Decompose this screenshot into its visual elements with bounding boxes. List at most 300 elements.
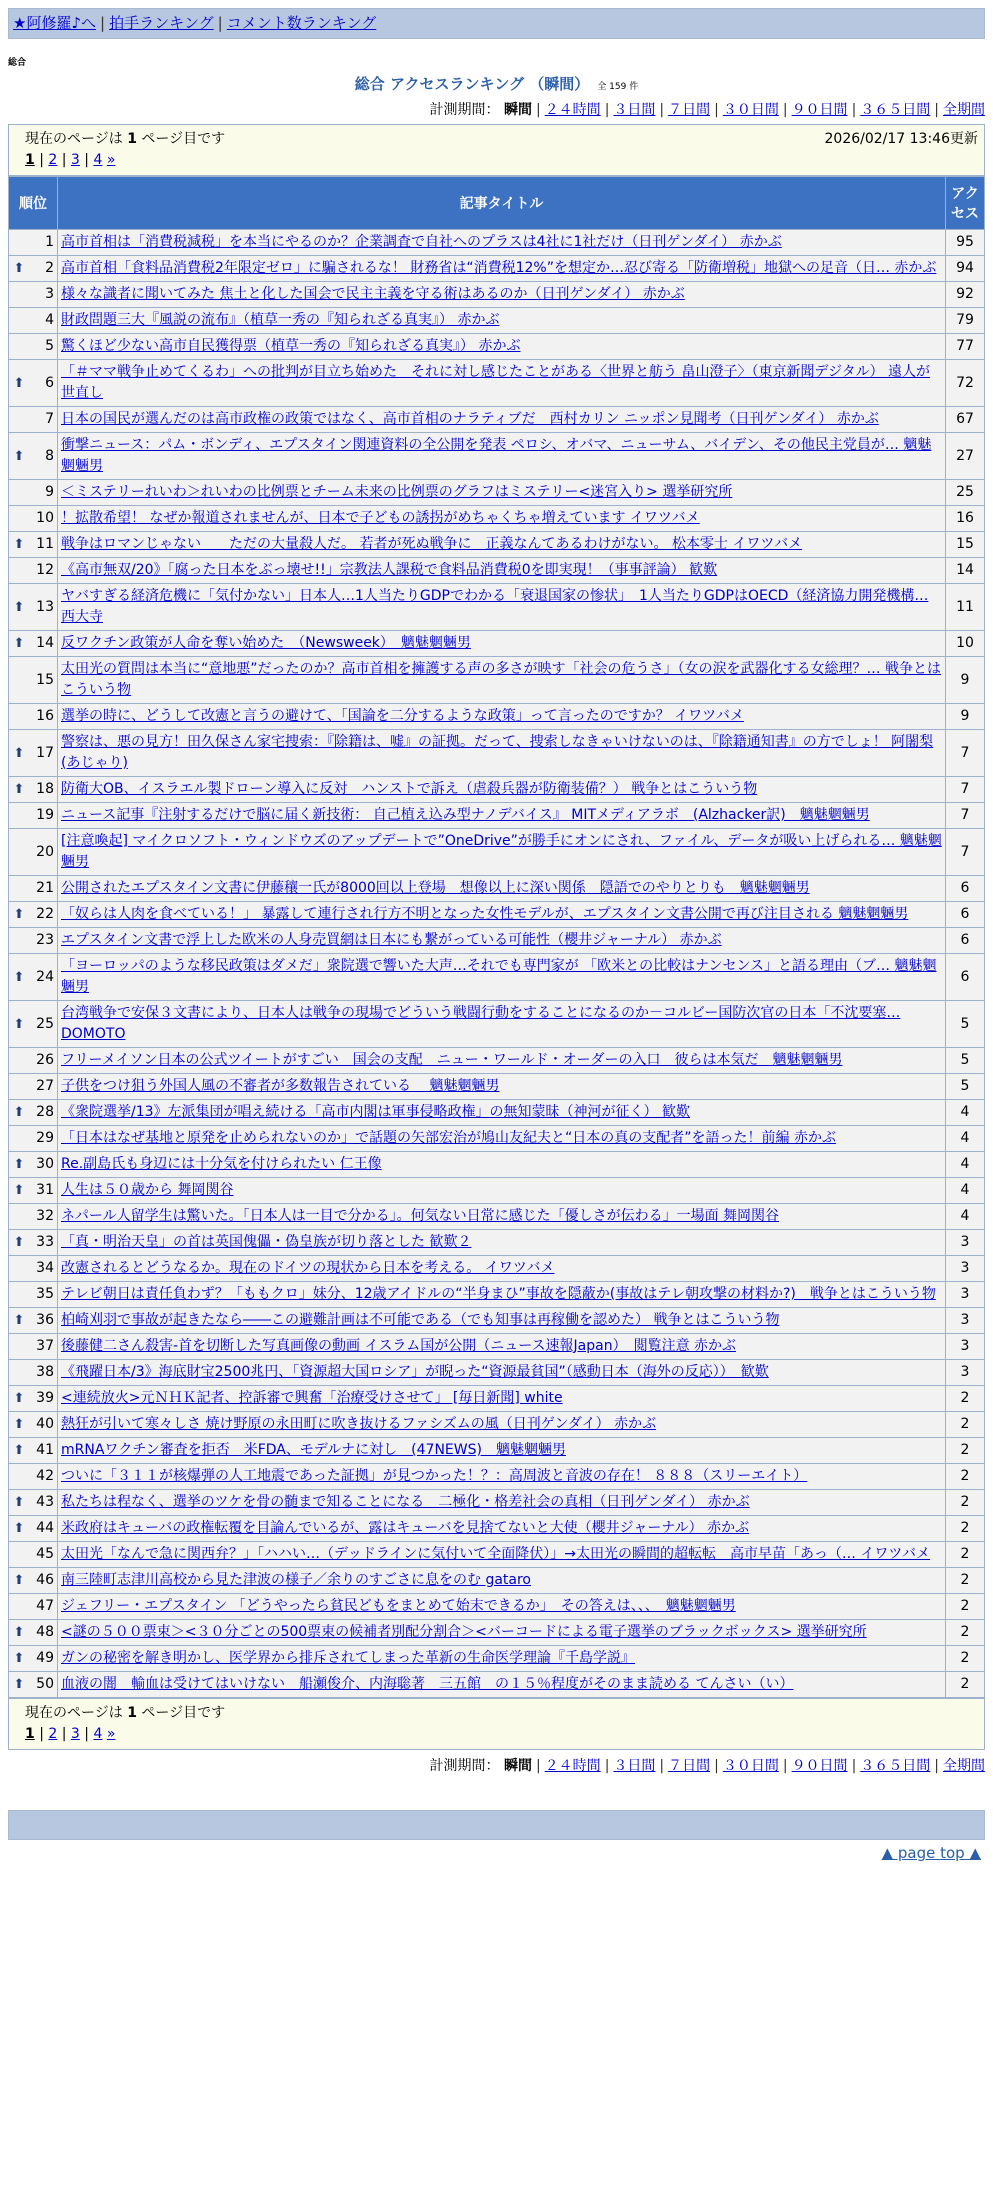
rank-number: 40 [29, 1412, 58, 1438]
article-title-cell [58, 803, 946, 829]
rank-number: 10 [29, 506, 58, 532]
table-row [9, 1308, 985, 1334]
access-count: 6 [946, 928, 985, 954]
rank-number: 48 [29, 1620, 58, 1646]
article-title-cell [58, 829, 946, 876]
article-title-cell [58, 532, 946, 558]
article-title-link[interactable]: 「日本はなぜ基地と原発を止められないのか」で話題の矢部宏治が鳩山友紀夫と“日本の真の支配者”を語った！前編 赤かぶ [61, 1130, 836, 1146]
article-title-link[interactable]: 驚くほど少ない高市自民獲得票（植草一秀の『知られざる真実』） 赤かぶ [61, 338, 521, 354]
rank-number: 37 [29, 1334, 58, 1360]
table-row [9, 1048, 985, 1074]
header-access: アクセス [946, 177, 985, 230]
article-title-link[interactable]: 財政問題三大『風説の流布』（植草一秀の『知られざる真実』） 赤かぶ [61, 312, 500, 328]
page-link-2[interactable]: 2 [48, 152, 58, 168]
page-link-4[interactable]: 4 [93, 1726, 103, 1742]
rank-up-arrow-icon: ⬆ [9, 1490, 30, 1516]
table-row [9, 803, 985, 829]
access-count: 2 [946, 1386, 985, 1412]
page-link-2[interactable]: 2 [48, 1726, 58, 1742]
article-title-link[interactable]: mRNAワクチン審査を拒否 米FDA、モデルナに対し (47NEWS) 魑魅魍魎男 [61, 1442, 566, 1458]
access-count: 67 [946, 407, 985, 433]
rank-arrow-cell [9, 704, 30, 730]
rank-number: 13 [29, 584, 58, 631]
article-title-link[interactable]: 血液の闇 輸血は受けてはいけない 船瀬俊介、内海聡著 三五館 の１５％程度がそのまま読める てんさい（い） [61, 1676, 794, 1692]
table-row [9, 532, 985, 558]
table-row [9, 1620, 985, 1646]
access-count: 3 [946, 1256, 985, 1282]
article-title-link[interactable]: 人生は５０歳から 舞岡関谷 [61, 1182, 234, 1198]
period-link-7d[interactable]: ７日間 [668, 1758, 711, 1774]
article-title-cell [58, 902, 946, 928]
article-title-link[interactable]: ついに「３１１が核爆弾の人工地震であった証拠」が見つかった！？：高周波と音波の存在！ ８８８（スリーエイト） [61, 1468, 808, 1484]
table-row [9, 360, 985, 407]
article-title-link[interactable]: 熱狂が引いて寒々しさ 焼け野原の永田町に吹き抜けるファシズムの風（日刊ゲンダイ） 赤かぶ [61, 1416, 657, 1432]
rank-number: 5 [29, 334, 58, 360]
rank-number: 42 [29, 1464, 58, 1490]
access-count: 2 [946, 1438, 985, 1464]
table-row [9, 657, 985, 704]
access-count: 2 [946, 1594, 985, 1620]
access-count: 79 [946, 308, 985, 334]
rank-arrow-cell [9, 829, 30, 876]
article-title-cell [58, 954, 946, 1001]
rank-up-arrow-icon: ⬆ [9, 1001, 30, 1048]
article-title-link[interactable]: 「＃ママ戦争止めてくるわ」への批判が目立ち始めた それに対し感じたことがある〈世界と舫う 畠山澄子〉（東京新聞デジタル） 遠人が世直し [61, 364, 931, 401]
article-title-cell [58, 1646, 946, 1672]
access-count: 25 [946, 480, 985, 506]
article-title-link[interactable]: テレビ朝日は責任負わず？「ももクロ」妹分、12歳アイドルの“半身まひ”事故を隠蔽か(事故はテレ朝攻撃の材料か?) 戦争とはこういう物 [61, 1286, 936, 1302]
article-title-cell [58, 1542, 946, 1568]
access-count: 4 [946, 1178, 985, 1204]
rank-up-arrow-icon: ⬆ [9, 584, 30, 631]
rank-number: 2 [29, 256, 58, 282]
access-count: 9 [946, 704, 985, 730]
article-title-cell [58, 1438, 946, 1464]
period-link-24h[interactable]: ２４時間 [544, 1758, 601, 1774]
table-row [9, 1074, 985, 1100]
page-link-4[interactable]: 4 [93, 152, 103, 168]
rank-up-arrow-icon: ⬆ [9, 1412, 30, 1438]
rank-arrow-cell [9, 308, 30, 334]
access-count: 27 [946, 433, 985, 480]
rank-up-arrow-icon: ⬆ [9, 1100, 30, 1126]
rank-up-arrow-icon: ⬆ [9, 1646, 30, 1672]
article-title-link[interactable]: 《衆院選挙/13》左派集団が唱え続ける「高市内閣は軍事侵略政権」の無知蒙昧（神河が征く） 歓歎 [61, 1104, 690, 1120]
rank-up-arrow-icon: ⬆ [9, 1516, 30, 1542]
access-count: 7 [946, 803, 985, 829]
rank-number: 41 [29, 1438, 58, 1464]
article-title-cell [58, 631, 946, 657]
article-title-link[interactable]: <謎の５００票束＞<３０分ごとの500票束の候補者別配分割合＞<バーコードによる電子選挙のブラックボックス> 選挙研究所 [61, 1624, 867, 1640]
page-link-current: 1 [25, 152, 35, 168]
article-title-link[interactable]: [注意喚起] マイクロソフト・ウィンドウズのアップデートで”OneDrive”が勝手にオンにされ、ファイル、データが吸い上げられる… 魑魅魍魎男 [61, 833, 942, 870]
article-title-cell [58, 1048, 946, 1074]
rank-up-arrow-icon: ⬆ [9, 532, 30, 558]
article-title-link[interactable]: 様々な識者に聞いてみた 焦土と化した国会で民主主義を守る術はあるのか（日刊ゲンダイ） 赤かぶ [61, 286, 685, 302]
page-status: 現在のページは 1 ページ目です [25, 131, 226, 147]
table-row [9, 506, 985, 532]
article-title-link[interactable]: 改憲されるとどうなるか。現在のドイツの現状から日本を考える。 イワツバメ [61, 1260, 555, 1276]
top-nav-bar [8, 8, 985, 39]
rank-number: 32 [29, 1204, 58, 1230]
rank-number: 17 [29, 730, 58, 777]
access-count: 4 [946, 1152, 985, 1178]
access-count: 4 [946, 1100, 985, 1126]
rank-up-arrow-icon: ⬆ [9, 1620, 30, 1646]
table-row [9, 1152, 985, 1178]
rank-up-arrow-icon: ⬆ [9, 1568, 30, 1594]
rank-number: 19 [29, 803, 58, 829]
rank-number: 12 [29, 558, 58, 584]
rank-arrow-cell [9, 407, 30, 433]
rank-arrow-cell [9, 1204, 30, 1230]
article-title-cell [58, 1256, 946, 1282]
article-title-link[interactable]: ニュース記事『注射するだけで脳に届く新技術： 自己植え込み型ナノデバイス』 MITメディアラボ (Alzhacker訳) 魑魅魍魎男 [61, 807, 870, 823]
rank-number: 45 [29, 1542, 58, 1568]
access-count: 5 [946, 1001, 985, 1048]
rank-up-arrow-icon: ⬆ [9, 1230, 30, 1256]
current-page-number: 1 [127, 1705, 137, 1721]
article-title-link[interactable]: 防衛大OB、イスラエル製ドローン導入に反対 ハンストで訴え（虐殺兵器が防衛装備？） 戦争とはこういう物 [61, 781, 758, 797]
table-row [9, 777, 985, 803]
access-count: 2 [946, 1490, 985, 1516]
ranking-table [8, 176, 985, 1698]
access-count: 7 [946, 730, 985, 777]
rank-number: 11 [29, 532, 58, 558]
article-title-cell [58, 1074, 946, 1100]
nav-separator: | [217, 14, 223, 32]
article-title-link[interactable]: 高市首相「食料品消費税2年限定ゼロ」に騙されるな！ 財務省は“消費税12%”を想定か…忍び寄る「防衛増税」地獄への足音（日… 赤かぶ [61, 260, 937, 276]
article-title-cell [58, 730, 946, 777]
rank-arrow-cell [9, 1074, 30, 1100]
rank-up-arrow-icon: ⬆ [9, 954, 30, 1001]
access-count: 15 [946, 532, 985, 558]
table-row [9, 480, 985, 506]
rank-number: 26 [29, 1048, 58, 1074]
table-row [9, 1646, 985, 1672]
rank-number: 3 [29, 282, 58, 308]
article-title-link[interactable]: 南三陸町志津川高校から見た津波の様子／余りのすごさに息をのむ gataro [61, 1572, 531, 1588]
article-title-cell [58, 1126, 946, 1152]
page-link-next[interactable]: » [106, 1726, 116, 1742]
article-title-link[interactable]: 米政府はキューバの政権転覆を目論んでいるが、露はキューバを見捨てないと大使（櫻井ジャーナル） 赤かぶ [61, 1520, 750, 1536]
page-top-link[interactable]: ▲ page top ▲ [881, 1844, 981, 1862]
article-title-link[interactable]: ！拡散希望！ なぜか報道されませんが、日本で子どもの誘拐がめちゃくちゃ増えています イワツバメ [61, 510, 700, 526]
table-row [9, 1490, 985, 1516]
table-row [9, 829, 985, 876]
rank-arrow-cell [9, 1542, 30, 1568]
article-title-cell [58, 506, 946, 532]
access-count: 16 [946, 506, 985, 532]
access-count: 3 [946, 1230, 985, 1256]
rank-number: 31 [29, 1178, 58, 1204]
rank-arrow-cell [9, 558, 30, 584]
article-title-cell [58, 558, 946, 584]
article-title-link[interactable]: 子供をつけ狙う外国人風の不審者が多数報告されている 魑魅魍魎男 [61, 1078, 500, 1094]
access-count: 4 [946, 1204, 985, 1230]
table-row [9, 256, 985, 282]
article-title-link[interactable]: ガンの秘密を解き明かし、医学界から排斥されてしまった革新の生命医学理論『千島学説』 [61, 1650, 635, 1666]
page-links: 1 | 2 | 3 | 4 » [25, 152, 116, 168]
article-title-link[interactable]: 「ヨーロッパのような移民政策はダメだ」衆院選で響いた大声…それでも専門家が 「欧米との比較はナンセンス」と語る理由（ブ… 魑魅魍魎男 [61, 958, 937, 995]
category-label: 総合 [8, 58, 27, 68]
access-count: 5 [946, 1048, 985, 1074]
rank-arrow-cell [9, 282, 30, 308]
rank-up-arrow-icon: ⬆ [9, 631, 30, 657]
page-top [0, 1844, 981, 1862]
rank-arrow-cell [9, 1048, 30, 1074]
article-title-cell [58, 1152, 946, 1178]
rank-up-arrow-icon: ⬆ [9, 433, 30, 480]
article-title-cell [58, 1204, 946, 1230]
table-row [9, 1412, 985, 1438]
article-title-cell [58, 1568, 946, 1594]
period-link-90d[interactable]: ９０日間 [791, 1758, 848, 1774]
rank-number: 49 [29, 1646, 58, 1672]
article-title-link[interactable]: 反ワクチン政策が人命を奪い始めた （Newsweek） 魑魅魍魎男 [61, 635, 471, 651]
article-title-cell [58, 282, 946, 308]
rank-arrow-cell [9, 876, 30, 902]
table-row [9, 1334, 985, 1360]
period-link-90d[interactable]: ９０日間 [791, 102, 848, 118]
rank-number: 16 [29, 704, 58, 730]
rank-number: 39 [29, 1386, 58, 1412]
rank-up-arrow-icon: ⬆ [9, 256, 30, 282]
article-title-link[interactable]: 台湾戦争で安保３文書により、日本人は戦争の現場でどういう戦闘行動をすることになるのか－コルビー国防次官の日本「不沈要塞… DOMOTO [61, 1005, 901, 1042]
period-link-all[interactable]: 全期間 [943, 102, 985, 118]
period-link-30d[interactable]: ３０日間 [722, 1758, 779, 1774]
article-title-link[interactable]: 高市首相は「消費税減税」を本当にやるのか？企業調査で自社へのプラスは4社に1社だけ（日刊ゲンダイ） 赤かぶ [61, 234, 782, 250]
period-link-30d[interactable]: ３０日間 [722, 102, 779, 118]
article-title-cell [58, 1464, 946, 1490]
table-row [9, 1568, 985, 1594]
rank-arrow-cell [9, 506, 30, 532]
access-count: 77 [946, 334, 985, 360]
article-title-cell [58, 704, 946, 730]
period-selector-bottom: 計測期間： 瞬間 | ２４時間 | ３日間 | ７日間 | ３０日間 | ９０日間 | ３６５日間 | 全期間 [429, 1758, 985, 1774]
rank-up-arrow-icon: ⬆ [9, 730, 30, 777]
table-row [9, 308, 985, 334]
article-title-link[interactable]: 警察は、悪の見方！田久保さん家宅捜索：『除籍は、嘘』の証拠。だって、捜索しなきゃいけないのは、『除籍通知書』の方でしょ！ 阿闍梨(あじゃり) [61, 734, 934, 771]
nav-link-comment-ranking[interactable]: コメント数ランキング [226, 14, 377, 32]
page-heading [0, 73, 993, 94]
rank-number: 23 [29, 928, 58, 954]
rank-number: 1 [29, 230, 58, 256]
article-title-cell [58, 1178, 946, 1204]
page-link-next[interactable]: » [106, 152, 116, 168]
article-title-cell [58, 584, 946, 631]
article-title-link[interactable]: 柏崎刈羽で事故が起きたなら――この避難計画は不可能である（でも知事は再稼働を認めた） 戦争とはこういう物 [61, 1312, 780, 1328]
period-link-7d[interactable]: ７日間 [668, 102, 711, 118]
rank-number: 44 [29, 1516, 58, 1542]
article-title-link[interactable]: ヤバすぎる経済危機に「気付かない」日本人…1人当たりGDPでわかる「衰退国家の惨状」 1人当たりGDPはOECD（経済協力開発機構… 西大寺 [61, 588, 929, 625]
access-count: 72 [946, 360, 985, 407]
access-count: 2 [946, 1516, 985, 1542]
table-row [9, 631, 985, 657]
article-title-cell [58, 1282, 946, 1308]
period-current: 瞬間 [503, 1758, 532, 1774]
table-row [9, 876, 985, 902]
page-link-current: 1 [25, 1726, 35, 1742]
article-title-cell [58, 256, 946, 282]
article-title-cell [58, 1386, 946, 1412]
rank-arrow-cell [9, 803, 30, 829]
article-title-cell [58, 360, 946, 407]
article-title-link[interactable]: <連続放火>元ＮＨＫ記者、控訴審で興奮「治療受けさせて」 [毎日新聞] white [61, 1390, 563, 1406]
total-count: 全 159 件 [597, 82, 639, 92]
rank-arrow-cell [9, 1360, 30, 1386]
article-title-link[interactable]: 後藤健二さん殺害-首を切断した写真画像の動画 イスラム国が公開（ニュース速報Japan） 閲覧注意 赤かぶ [61, 1338, 737, 1354]
article-title-cell [58, 1308, 946, 1334]
table-row [9, 282, 985, 308]
rank-arrow-cell [9, 1594, 30, 1620]
article-title-link[interactable]: エプスタイン文書で浮上した欧米の人身売買網は日本にも繋がっている可能性（櫻井ジャーナル） 赤かぶ [61, 932, 722, 948]
table-row [9, 334, 985, 360]
rank-up-arrow-icon: ⬆ [9, 1178, 30, 1204]
table-row [9, 1100, 985, 1126]
table-row [9, 928, 985, 954]
access-count: 2 [946, 1568, 985, 1594]
period-link-3d[interactable]: ３日間 [613, 1758, 656, 1774]
period-link-all[interactable]: 全期間 [943, 1758, 985, 1774]
rank-number: 6 [29, 360, 58, 407]
access-count: 6 [946, 876, 985, 902]
access-count: 14 [946, 558, 985, 584]
table-row [9, 1438, 985, 1464]
article-title-link[interactable]: ジェフリー・エプスタイン 「どうやったら貧民どもをまとめて始末できるか」 その答えは、、、 魑魅魍魎男 [61, 1598, 736, 1614]
period-link-24h[interactable]: ２４時間 [544, 102, 601, 118]
nav-link-applause-ranking[interactable]: 拍手ランキング [109, 14, 214, 32]
article-title-cell [58, 1100, 946, 1126]
table-row [9, 1256, 985, 1282]
page-links: 1 | 2 | 3 | 4 » [25, 1726, 116, 1742]
article-title-link[interactable]: 太田光「なんで急に関西弁？」「ハハい…（デッドラインに気付いて全面降伏）」→太田光の瞬間的超転転 高市早苗「あっ（… イワツバメ [61, 1546, 931, 1562]
rank-number: 20 [29, 829, 58, 876]
article-title-cell [58, 1490, 946, 1516]
rank-number: 15 [29, 657, 58, 704]
article-title-cell [58, 1516, 946, 1542]
table-header-row [9, 177, 985, 230]
period-link-365d[interactable]: ３６５日間 [860, 102, 931, 118]
rank-up-arrow-icon: ⬆ [9, 1152, 30, 1178]
table-row [9, 1126, 985, 1152]
access-count: 2 [946, 1464, 985, 1490]
rank-number: 46 [29, 1568, 58, 1594]
article-title-link[interactable]: ＜ミステリーれいわ＞れいわの比例票とチーム未来の比例票のグラフはミステリー<迷宮入り> 選挙研究所 [61, 484, 733, 500]
article-title-link[interactable]: ネパール人留学生は驚いた。「日本人は一目で分かる」。何気ない日常に感じた「優しさが伝わる」一場面 舞岡関谷 [61, 1208, 780, 1224]
rank-number: 21 [29, 876, 58, 902]
article-title-cell [58, 230, 946, 256]
access-count: 92 [946, 282, 985, 308]
article-title-cell [58, 1672, 946, 1698]
table-row [9, 230, 985, 256]
table-row [9, 1178, 985, 1204]
access-count: 3 [946, 1308, 985, 1334]
rank-up-arrow-icon: ⬆ [9, 1438, 30, 1464]
article-title-cell [58, 928, 946, 954]
page-link-3[interactable]: 3 [70, 1726, 80, 1742]
rank-number: 14 [29, 631, 58, 657]
rank-up-arrow-icon: ⬆ [9, 902, 30, 928]
table-row [9, 407, 985, 433]
article-title-cell [58, 1230, 946, 1256]
access-count: 11 [946, 584, 985, 631]
rank-number: 30 [29, 1152, 58, 1178]
rank-number: 9 [29, 480, 58, 506]
rank-number: 27 [29, 1074, 58, 1100]
access-count: 95 [946, 230, 985, 256]
rank-arrow-cell [9, 230, 30, 256]
article-title-link[interactable]: 日本の国民が選んだのは高市政権の政策ではなく、高市首相のナラティブだ 西村カリン ニッポン見聞考（日刊ゲンダイ） 赤かぶ [61, 411, 879, 427]
access-count: 10 [946, 631, 985, 657]
rank-number: 29 [29, 1126, 58, 1152]
access-count: 6 [946, 902, 985, 928]
rank-up-arrow-icon: ⬆ [9, 1386, 30, 1412]
article-title-cell [58, 1620, 946, 1646]
article-title-link[interactable]: 「奴らは人肉を食べている！」 暴露して連行され行方不明となった女性モデルが、エプスタイン文書公開で再び注目される 魑魅魍魎男 [61, 906, 909, 922]
updated-timestamp: 2026/02/17 13:46更新 [824, 131, 978, 147]
period-label: 計測期間： [429, 102, 500, 118]
access-count: 3 [946, 1334, 985, 1360]
rank-up-arrow-icon: ⬆ [9, 1308, 30, 1334]
table-row [9, 1282, 985, 1308]
page-status: 現在のページは 1 ページ目です [25, 1705, 226, 1721]
rank-number: 24 [29, 954, 58, 1001]
rank-number: 25 [29, 1001, 58, 1048]
article-title-cell [58, 407, 946, 433]
rank-number: 47 [29, 1594, 58, 1620]
article-title-cell [58, 1360, 946, 1386]
rank-arrow-cell [9, 1334, 30, 1360]
table-row [9, 584, 985, 631]
table-row [9, 1594, 985, 1620]
article-title-link[interactable]: 《飛躍日本/3》海底財宝2500兆円、「資源超大国ロシア」が睨った“資源最貧国”（感動日本（海外の反応）） 歓歎 [61, 1364, 769, 1380]
article-title-link[interactable]: 「真・明治天皇」の首は英国傀儡・偽皇族が切り落とした 歓歎２ [61, 1234, 472, 1250]
article-title-link[interactable]: Re.副島氏も身辺には十分気を付けられたい 仁王像 [61, 1156, 382, 1172]
rank-number: 43 [29, 1490, 58, 1516]
header-title: 記事タイトル [58, 177, 946, 230]
period-selector-top: 計測期間： 瞬間 | ２４時間 | ３日間 | ７日間 | ３０日間 | ９０日間 | ３６５日間 | 全期間 [429, 102, 985, 118]
article-title-link[interactable]: 衝撃ニュース：パム・ボンディ、エプスタイン関連資料の全公開を発表 ペロシ、オバマ、ニューサム、バイデン、その他民主党員が… 魑魅魍魎男 [61, 437, 932, 474]
rank-arrow-cell [9, 657, 30, 704]
article-title-link[interactable]: 選挙の時に、どうして改憲と言うの避けて、「国論を二分するような政策」って言ったのですか？ イワツバメ [61, 708, 744, 724]
article-title-cell [58, 1412, 946, 1438]
rank-arrow-cell [9, 1282, 30, 1308]
access-count: 7 [946, 777, 985, 803]
bottom-bar [8, 1810, 985, 1840]
article-title-link[interactable]: フリーメイソン日本の公式ツイートがすごい 国会の支配 ニュー・ワールド・オーダーの入口 彼らは本気だ 魑魅魍魎男 [61, 1052, 843, 1068]
article-title-link[interactable]: 《高市無双/20》「腐った日本をぶっ壊せ!!」宗教法人課税で食料品消費税0を即実現！（事事評論） 歓歎 [61, 562, 718, 578]
article-title-link[interactable]: 公開されたエプスタイン文書に伊藤穰一氏が8000回以上登場 想像以上に深い関係 隠語でのやりとりも 魑魅魍魎男 [61, 880, 810, 896]
nav-link-asyura[interactable]: ★阿修羅♪へ [13, 14, 97, 32]
period-link-365d[interactable]: ３６５日間 [860, 1758, 931, 1774]
article-title-link[interactable]: 太田光の質問は本当に“意地悪”だったのか？高市首相を擁護する声の多さが映す「社会の危うさ」（女の涙を武器化する女総理？… 戦争とはこういう物 [61, 661, 941, 698]
rank-number: 8 [29, 433, 58, 480]
nav-separator: | [100, 14, 106, 32]
rank-up-arrow-icon: ⬆ [9, 360, 30, 407]
table-row [9, 730, 985, 777]
access-count: 6 [946, 954, 985, 1001]
rank-number: 18 [29, 777, 58, 803]
article-title-link[interactable]: 私たちは程なく、選挙のツケを骨の髄まで知ることになる 二極化・格差社会の真相（日刊ゲンダイ） 赤かぶ [61, 1494, 750, 1510]
article-title-link[interactable]: 戦争はロマンじゃない ただの大量殺人だ。 若者が死ぬ戦争に 正義なんてあるわけがない。 松本零士 イワツバメ [61, 536, 803, 552]
table-row [9, 1001, 985, 1048]
period-link-3d[interactable]: ３日間 [613, 102, 656, 118]
access-count: 2 [946, 1620, 985, 1646]
article-title-cell [58, 433, 946, 480]
article-title-cell [58, 1594, 946, 1620]
page-link-3[interactable]: 3 [70, 152, 80, 168]
